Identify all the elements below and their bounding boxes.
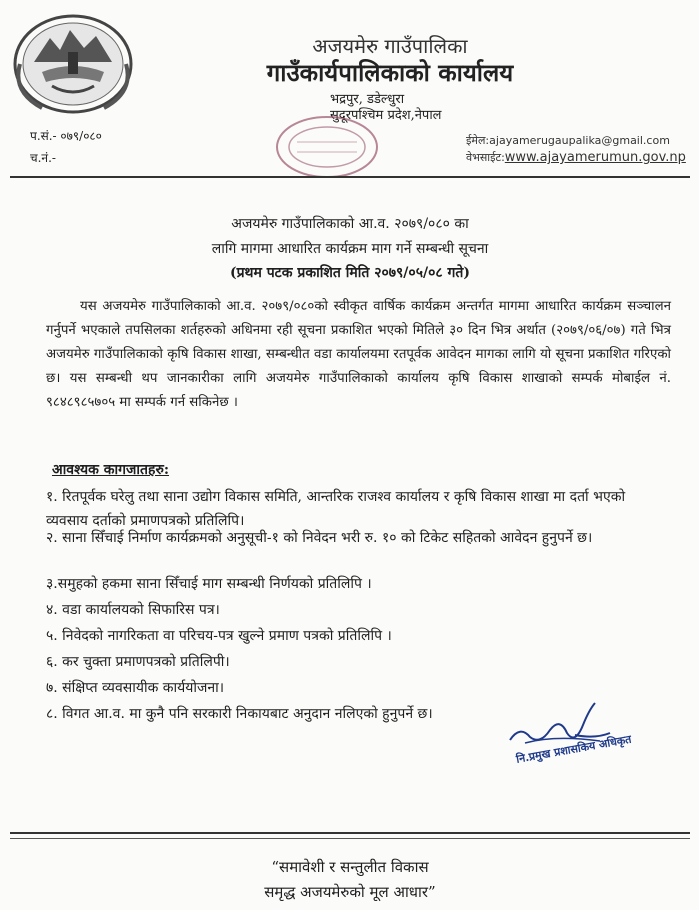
notice-body-text: यस अजयमेरु गाउँपालिकाको आ.व. २०७९/०८०को स्वीकृत वार्षिक कार्यक्रम अन्तर्गत मागमा आधारित कार्यक्रम सञ्चालन गर्नुपर्ने भएकाले तपसिलका शर्तहरुको अधिनमा रही सूचना प्रकाशित भएको मितिले ३० दिन भित्र अर्थात (२०७९/०६/०७) गते भित्र अजयमेरु गाउँपालिकाको कृषि विकास शाखा, सम्बन्धीत वडा कार्यालयमा रतपूर्वक आवेदन मागका लागि यो सूचना प्रकाशित गरिएको छ। यस सम्बन्धी थप जानकारीका लागि अजयमेरु गाउँपालिकाको कार्यालय कृषि विकास शाखाको सम्पर्क मोबाईल नं. ९८४८९८५७०५ मा सम्पर्क गर्न सकिनेछ ।: [46, 299, 671, 410]
email-address[interactable]: ajayamerugaupalika@gmail.com: [489, 134, 670, 147]
footer-divider-thin: [10, 838, 690, 839]
website-url[interactable]: www.ajayamerumun.gov.np: [504, 150, 686, 165]
requirement-item: २. साना सिँचाई निर्माण कार्यक्रमको अनुसूची-१ को निवेदन भरी रु. १० को टिकेट सहितको आवेदन हुनुपर्ने छ।: [46, 530, 593, 546]
address-line-2: सुदूरपश्चिम प्रदेश,नेपाल: [330, 108, 442, 123]
requirement-item: १. रितपूर्वक घरेलु तथा साना उद्योग विकास समिति, आन्तरिक राजश्व कार्यालय र कृषि विकास शाखा मा दर्ता भएको व्यवसाय दर्ताको प्रमाणपत्रको प्रतिलिपि।: [46, 489, 626, 529]
office-stamp-icon: [272, 112, 382, 182]
requirement-item: ३.समुहको हकमा साना सिँचाई माग सम्बन्धी निर्णयको प्रतिलिपि ।: [46, 576, 372, 592]
requirements-title: आवश्यक कागजातहरु:: [52, 462, 170, 478]
footer-slogan-line-1: “समावेशी र सन्तुलीत विकास: [271, 858, 429, 876]
government-emblem-icon: [12, 12, 134, 116]
notice-title-line-1: अजयमेरु गाउँपालिकाको आ.व. २०७९/०८० का: [231, 216, 469, 232]
requirement-item: ८. विगत आ.व. मा कुनै पनि सरकारी निकायबाट अनुदान नलिएको हुनुपर्ने छ।: [46, 706, 433, 722]
address-line-1: भद्रपुर, डडेल्धुरा: [330, 92, 405, 107]
office-name: गाउँकार्यपालिकाको कार्यालय: [266, 58, 514, 87]
footer-slogan-line-2: समृद्ध अजयमेरुको मूल आधार”: [264, 883, 436, 901]
notice-body: [46, 295, 671, 415]
website-label: वेभसाईट:: [466, 151, 505, 164]
signatory-designation: नि.प्रमुख प्रशासकिय अधिकृत: [515, 732, 633, 766]
requirement-item: ५. निवेदको नागरिकता वा परिचय-पत्र खुल्ने प्रमाण पत्रको प्रतिलिपि ।: [46, 628, 392, 644]
header-divider: [10, 176, 690, 178]
email-label: ईमेल:: [466, 134, 490, 147]
notice-publish-date: (प्रथम पटक प्रकाशित मिति २०७९/०५/०८ गते): [229, 265, 471, 281]
footer-divider: [10, 832, 690, 834]
website-line: [466, 150, 686, 165]
requirement-item: ४. वडा कार्यालयको सिफारिस पत्र।: [46, 602, 220, 618]
notice-title-line-2: लागि मागमा आधारित कार्यक्रम माग गर्ने सम्बन्धी सूचना: [211, 241, 489, 257]
municipality-name: अजयमेरु गाउँपालिका: [312, 34, 468, 58]
reference-number: प.सं.- ०७९/०८०: [30, 129, 102, 143]
dispatch-number: च.नं.-: [30, 151, 56, 165]
requirement-item: ६. कर चुक्ता प्रमाणपत्रको प्रतिलिपी।: [46, 654, 230, 670]
email-line: [466, 133, 670, 148]
requirement-item: ७. संक्षिप्त व्यवसायीक कार्ययोजना।: [46, 680, 225, 696]
